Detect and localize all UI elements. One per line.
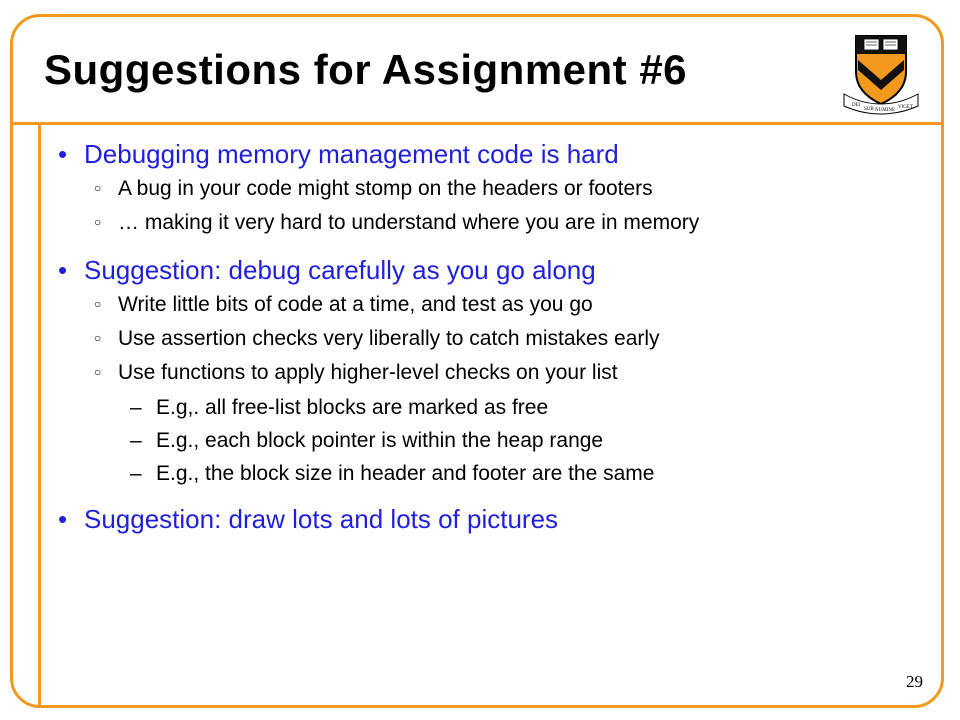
ring-bullet-icon: ○ (94, 215, 102, 229)
sub-bullet (94, 292, 938, 320)
sub-bullet-text: Use functions to apply higher-level checks on your list (118, 361, 618, 384)
sub-sub-bullet (130, 461, 938, 487)
sub-bullet-text: A bug in your code might stomp on the headers or footers (118, 177, 653, 200)
ring-bullet-icon: ○ (94, 181, 102, 195)
bullet-text: Suggestion: draw lots and lots of pictures (84, 504, 559, 534)
title-divider (10, 122, 944, 125)
banner-text-1: DEI (852, 103, 861, 108)
sub-bullet-text: … making it very hard to understand where you are in memory (118, 211, 700, 234)
banner-text-4: VIGET (898, 105, 913, 110)
sub-bullet (94, 360, 938, 388)
princeton-shield-icon (842, 32, 920, 116)
ring-bullet-icon: ○ (94, 331, 102, 345)
bullet-dot: • (58, 504, 68, 534)
sub-bullet-text: Use assertion checks very liberally to catch mistakes early (118, 327, 660, 350)
dash-bullet: – (130, 396, 142, 419)
sub-bullet (94, 210, 938, 238)
dash-bullet: – (130, 462, 142, 485)
page-number: 29 (906, 672, 923, 691)
bullet-1 (58, 138, 938, 170)
sub-sub-bullet (130, 428, 938, 454)
left-accent-line (38, 122, 41, 708)
bullet-text: Debugging memory management code is hard (84, 139, 619, 169)
banner-text-3: NUMINE (875, 108, 895, 113)
sub-sub-bullet-text: E.g., the block size in header and footer are the same (156, 462, 655, 485)
sub-sub-bullet-text: E.g., each block pointer is within the heap range (156, 429, 604, 452)
bullet-2 (58, 254, 938, 286)
sub-bullet (94, 176, 938, 204)
slide-body (58, 138, 938, 535)
bullet-dot: • (58, 139, 68, 169)
bullet-dot: • (58, 255, 68, 285)
sub-bullet (94, 326, 938, 354)
banner-text-2: SUB (864, 107, 874, 112)
dash-bullet: – (130, 429, 142, 452)
sub-bullet-text: Write little bits of code at a time, and test as you go (118, 293, 593, 316)
slide-title: Suggestions for Assignment #6 (44, 46, 688, 93)
ring-bullet-icon: ○ (94, 297, 102, 311)
bullet-3 (58, 503, 938, 535)
sub-sub-bullet-text: E.g,. all free-list blocks are marked as free (156, 396, 549, 419)
bullet-text: Suggestion: debug carefully as you go along (84, 255, 596, 285)
sub-sub-bullet (130, 395, 938, 421)
ring-bullet-icon: ○ (94, 365, 102, 379)
